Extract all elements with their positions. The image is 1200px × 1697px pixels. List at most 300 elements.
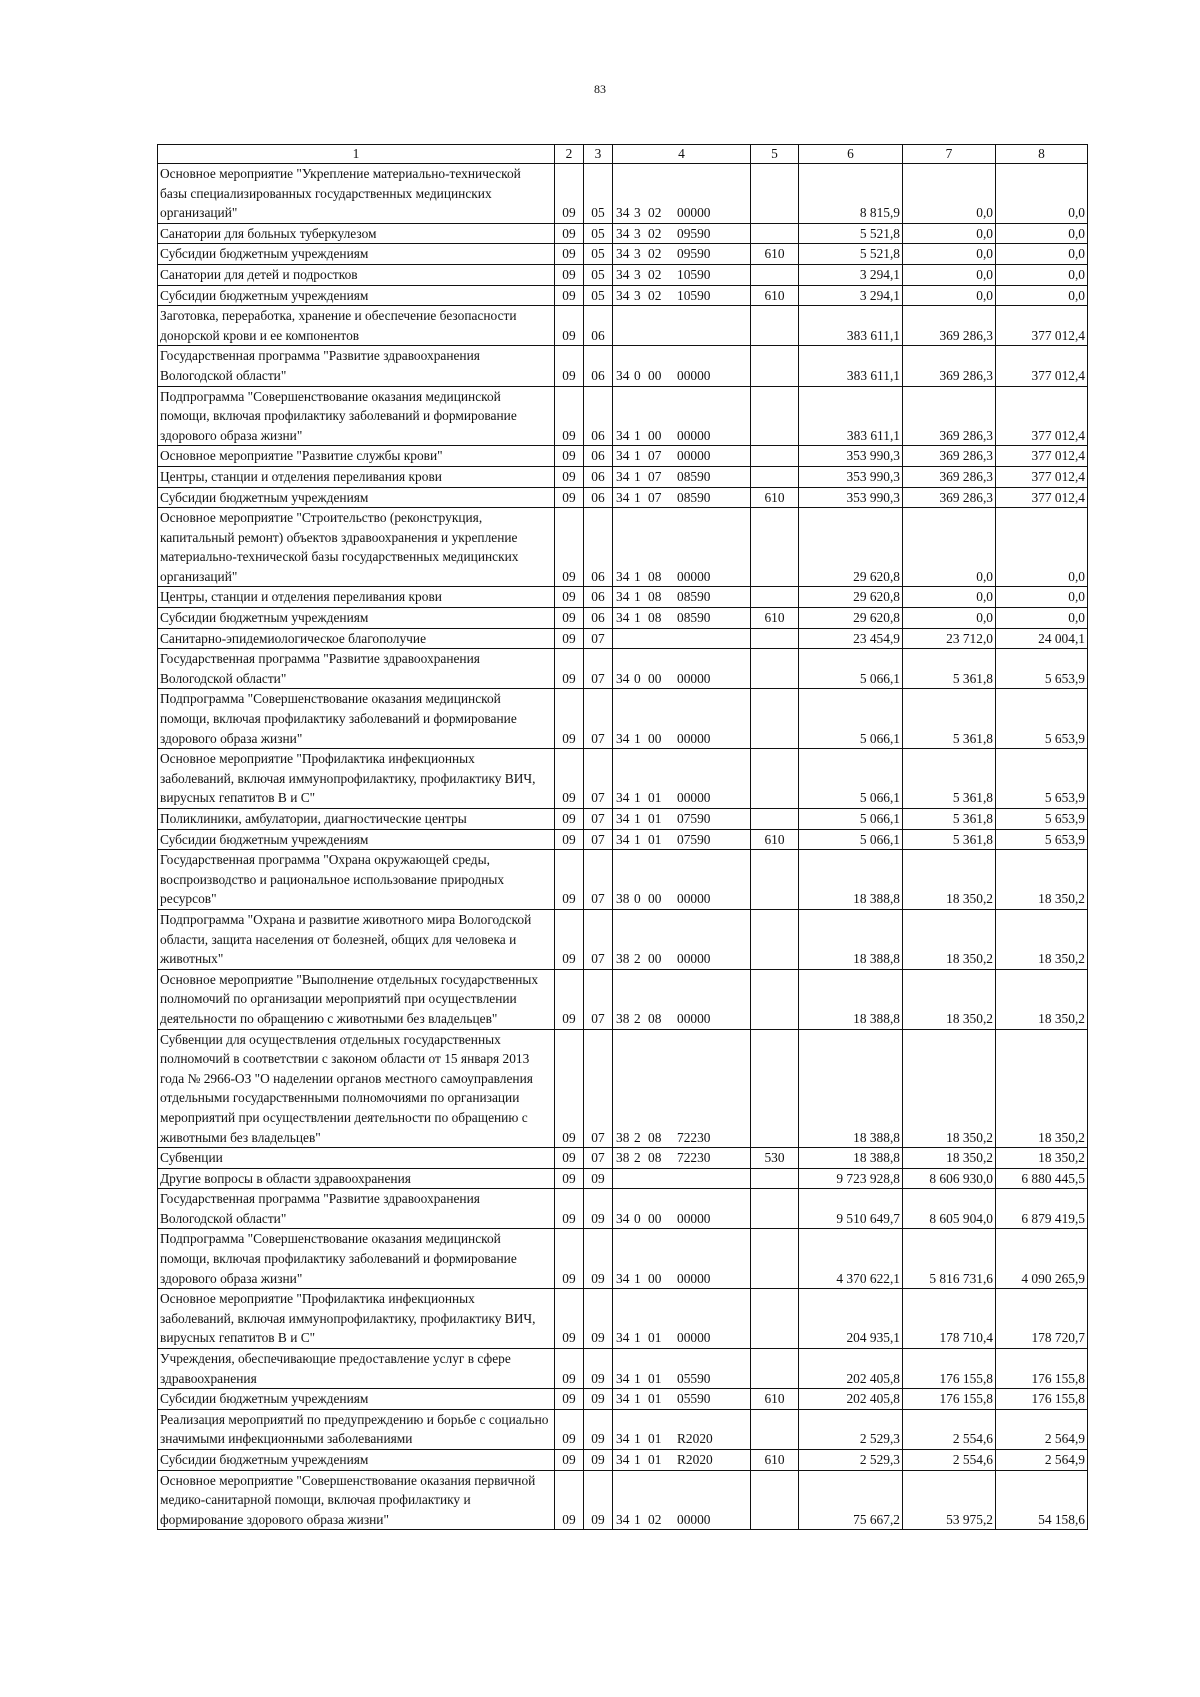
row-amount-col6-cell: 29 620,8 xyxy=(799,587,903,608)
target-article-code xyxy=(613,809,750,829)
table-row xyxy=(158,346,1088,386)
row-amount-col8-cell: 377 012,4 xyxy=(996,346,1088,386)
row-amount-col6-cell: 29 620,8 xyxy=(799,508,903,587)
row-amount-col6-cell: 9 723 928,8 xyxy=(799,1168,903,1189)
table-row xyxy=(158,587,1088,608)
target-article-part-k2: 2 xyxy=(634,951,641,967)
row-section-code-cell: 09 xyxy=(555,1289,584,1349)
target-article-part-k1: 34 xyxy=(616,589,630,605)
row-target-article-cell xyxy=(613,164,751,224)
table-row xyxy=(158,223,1088,244)
row-section-code-cell: 09 xyxy=(555,386,584,446)
row-amount-col7-cell: 0,0 xyxy=(903,244,996,265)
target-article-part-k2: 1 xyxy=(634,811,641,826)
row-amount-col6-cell: 2 529,3 xyxy=(799,1450,903,1471)
target-article-part-k3: 02 xyxy=(648,1511,662,1527)
row-target-article-cell xyxy=(613,1168,751,1189)
target-article-code xyxy=(613,949,750,969)
target-article-part-k4: 10590 xyxy=(677,266,711,282)
row-amount-col6-cell: 383 611,1 xyxy=(799,306,903,346)
target-article-part-k1: 34 xyxy=(616,1330,630,1346)
target-article-part-k2: 1 xyxy=(634,1391,641,1407)
target-article-part-k4: 07590 xyxy=(677,831,711,847)
target-article-part-k2: 1 xyxy=(634,1270,641,1286)
target-article-code xyxy=(613,567,750,587)
row-section-code-cell: 09 xyxy=(555,306,584,346)
row-subsection-code-cell: 06 xyxy=(584,508,613,587)
row-target-article-cell xyxy=(613,508,751,587)
target-article-part-k4: 08590 xyxy=(677,468,711,484)
row-target-article-cell xyxy=(613,285,751,306)
row-amount-col6-cell: 75 667,2 xyxy=(799,1470,903,1530)
table-row xyxy=(158,264,1088,285)
row-name-cell: Государственная программа "Развитие здравоохранения Вологодской области" xyxy=(158,649,555,689)
target-article-part-k4: 00000 xyxy=(677,427,711,443)
row-amount-col8-cell: 6 879 419,5 xyxy=(996,1189,1088,1229)
row-name-cell: Заготовка, переработка, хранение и обеспечение безопасности донорской крови и ее компонентов xyxy=(158,306,555,346)
row-subsection-code-cell: 06 xyxy=(584,487,613,508)
target-article-part-k2: 1 xyxy=(634,427,641,443)
row-target-article-cell xyxy=(613,1189,751,1229)
row-expense-type-cell xyxy=(751,466,799,487)
row-section-code-cell: 09 xyxy=(555,1349,584,1389)
row-section-code-cell: 09 xyxy=(555,850,584,910)
row-name-cell: Основное мероприятие "Выполнение отдельных государственных полномочий по организации мероприятий при осуществлении деятельности по обращению с животными без владельцев" xyxy=(158,969,555,1029)
row-section-code-cell: 09 xyxy=(555,285,584,306)
row-amount-col8-cell: 377 012,4 xyxy=(996,386,1088,446)
row-target-article-cell xyxy=(613,587,751,608)
target-article-part-k1: 34 xyxy=(616,1370,630,1386)
target-article-part-k1: 34 xyxy=(616,670,630,686)
target-article-part-k4: 00000 xyxy=(677,367,711,383)
row-name-cell: Субсидии бюджетным учреждениям xyxy=(158,1450,555,1471)
row-amount-col7-cell: 5 361,8 xyxy=(903,809,996,830)
row-name-cell: Субсидии бюджетным учреждениям xyxy=(158,244,555,265)
row-target-article-cell xyxy=(613,1389,751,1410)
target-article-part-k3: 08 xyxy=(648,1129,662,1145)
target-article-part-k1: 34 xyxy=(616,1391,630,1407)
row-amount-col6-cell: 8 815,9 xyxy=(799,164,903,224)
row-expense-type-cell: 610 xyxy=(751,244,799,265)
target-article-part-k1: 34 xyxy=(616,811,630,826)
row-name-cell: Поликлиники, амбулатории, диагностические центры xyxy=(158,809,555,830)
row-subsection-code-cell: 09 xyxy=(584,1349,613,1389)
row-expense-type-cell: 610 xyxy=(751,1450,799,1471)
row-section-code-cell: 09 xyxy=(555,1029,584,1148)
row-section-code-cell: 09 xyxy=(555,1229,584,1289)
target-article-part-k4: R2020 xyxy=(677,1431,713,1447)
row-section-code-cell: 09 xyxy=(555,466,584,487)
row-subsection-code-cell: 05 xyxy=(584,244,613,265)
target-article-part-k2: 1 xyxy=(634,1431,641,1447)
row-amount-col6-cell: 353 990,3 xyxy=(799,466,903,487)
target-article-code xyxy=(613,1009,750,1029)
row-target-article-cell xyxy=(613,689,751,749)
row-subsection-code-cell: 06 xyxy=(584,608,613,629)
target-article-part-k3: 08 xyxy=(648,589,662,605)
row-section-code-cell: 09 xyxy=(555,446,584,467)
target-article-part-k2: 0 xyxy=(634,367,641,383)
row-section-code-cell: 09 xyxy=(555,809,584,830)
target-article-part-k1: 38 xyxy=(616,1150,630,1166)
target-article-part-k4: R2020 xyxy=(677,1452,713,1467)
target-article-part-k1: 38 xyxy=(616,951,630,967)
target-article-part-k1: 38 xyxy=(616,891,630,907)
target-article-part-k4: 00000 xyxy=(677,670,711,686)
target-article-part-k2: 0 xyxy=(634,670,641,686)
target-article-part-k3: 01 xyxy=(648,1370,662,1386)
row-expense-type-cell xyxy=(751,1029,799,1148)
row-amount-col7-cell: 0,0 xyxy=(903,285,996,306)
page-number: 83 xyxy=(594,82,606,96)
row-section-code-cell: 09 xyxy=(555,244,584,265)
row-subsection-code-cell: 07 xyxy=(584,1029,613,1148)
row-target-article-cell xyxy=(613,1029,751,1148)
row-subsection-code-cell: 07 xyxy=(584,749,613,809)
row-subsection-code-cell: 07 xyxy=(584,809,613,830)
row-subsection-code-cell: 07 xyxy=(584,1148,613,1169)
target-article-part-k2: 1 xyxy=(634,1511,641,1527)
row-amount-col8-cell: 18 350,2 xyxy=(996,909,1088,969)
row-target-article-cell xyxy=(613,850,751,910)
row-amount-col8-cell: 0,0 xyxy=(996,264,1088,285)
row-section-code-cell: 09 xyxy=(555,1189,584,1229)
row-expense-type-cell xyxy=(751,1229,799,1289)
target-article-part-k1: 34 xyxy=(616,287,630,303)
row-target-article-cell xyxy=(613,829,751,850)
row-subsection-code-cell: 07 xyxy=(584,850,613,910)
row-expense-type-cell xyxy=(751,689,799,749)
row-amount-col7-cell: 5 361,8 xyxy=(903,829,996,850)
row-amount-col6-cell: 9 510 649,7 xyxy=(799,1189,903,1229)
row-expense-type-cell xyxy=(751,1349,799,1389)
target-article-part-k1: 34 xyxy=(616,266,630,282)
table-row xyxy=(158,1409,1088,1449)
row-name-cell: Реализация мероприятий по предупреждению и борьбе с социально значимыми инфекционными заболеваниями xyxy=(158,1409,555,1449)
row-amount-col7-cell: 8 605 904,0 xyxy=(903,1189,996,1229)
row-subsection-code-cell: 06 xyxy=(584,446,613,467)
row-section-code-cell: 09 xyxy=(555,508,584,587)
row-amount-col7-cell: 18 350,2 xyxy=(903,969,996,1029)
row-target-article-cell xyxy=(613,628,751,649)
budget-table-container xyxy=(157,144,1087,1530)
row-subsection-code-cell: 07 xyxy=(584,969,613,1029)
row-amount-col7-cell: 176 155,8 xyxy=(903,1349,996,1389)
target-article-part-k1: 34 xyxy=(616,1511,630,1527)
target-article-part-k1: 38 xyxy=(616,1129,630,1145)
target-article-part-k1: 34 xyxy=(616,610,630,626)
table-row xyxy=(158,649,1088,689)
row-name-cell: Подпрограмма "Совершенствование оказания медицинской помощи, включая профилактику заболеваний и формирование здорового образа жизни" xyxy=(158,386,555,446)
row-name-cell: Субсидии бюджетным учреждениям xyxy=(158,829,555,850)
target-article-part-k4: 08590 xyxy=(677,589,711,605)
row-name-cell: Центры, станции и отделения переливания крови xyxy=(158,587,555,608)
target-article-part-k3: 02 xyxy=(648,225,662,241)
row-name-cell: Учреждения, обеспечивающие предоставление услуг в сфере здравоохранения xyxy=(158,1349,555,1389)
target-article-code xyxy=(613,1389,750,1409)
row-amount-col7-cell: 5 361,8 xyxy=(903,749,996,809)
table-row xyxy=(158,386,1088,446)
row-target-article-cell xyxy=(613,1349,751,1389)
column-header-8: 8 xyxy=(996,145,1088,164)
row-amount-col7-cell: 0,0 xyxy=(903,508,996,587)
row-amount-col6-cell: 4 370 622,1 xyxy=(799,1229,903,1289)
target-article-part-k3: 02 xyxy=(648,205,662,221)
target-article-part-k4: 00000 xyxy=(677,1270,711,1286)
target-article-part-k2: 1 xyxy=(634,1452,641,1467)
row-target-article-cell xyxy=(613,649,751,689)
row-amount-col8-cell: 5 653,9 xyxy=(996,649,1088,689)
target-article-part-k3: 01 xyxy=(648,1431,662,1447)
row-subsection-code-cell: 07 xyxy=(584,649,613,689)
target-article-code xyxy=(613,1209,750,1229)
row-amount-col6-cell: 18 388,8 xyxy=(799,1029,903,1148)
row-name-cell: Подпрограмма "Совершенствование оказания медицинской помощи, включая профилактику заболеваний и формирование здорового образа жизни" xyxy=(158,1229,555,1289)
column-header-5: 5 xyxy=(751,145,799,164)
target-article-code xyxy=(613,788,750,808)
row-subsection-code-cell: 07 xyxy=(584,829,613,850)
target-article-code xyxy=(613,669,750,689)
row-amount-col6-cell: 5 066,1 xyxy=(799,649,903,689)
row-amount-col7-cell: 0,0 xyxy=(903,223,996,244)
row-expense-type-cell: 610 xyxy=(751,487,799,508)
row-name-cell: Основное мероприятие "Строительство (реконструкция, капитальный ремонт) объектов здравоохранения и укрепление материально-технической базы государственных медицинских организаций" xyxy=(158,508,555,587)
target-article-part-k2: 1 xyxy=(634,589,641,605)
row-name-cell: Субсидии бюджетным учреждениям xyxy=(158,285,555,306)
row-subsection-code-cell: 09 xyxy=(584,1189,613,1229)
row-expense-type-cell xyxy=(751,446,799,467)
target-article-part-k2: 3 xyxy=(634,205,641,221)
target-article-part-k4: 10590 xyxy=(677,287,711,303)
row-amount-col6-cell: 18 388,8 xyxy=(799,1148,903,1169)
table-row xyxy=(158,1389,1088,1410)
row-amount-col6-cell: 5 066,1 xyxy=(799,829,903,850)
row-amount-col8-cell: 377 012,4 xyxy=(996,446,1088,467)
target-article-part-k1: 34 xyxy=(616,568,630,584)
target-article-part-k2: 1 xyxy=(634,790,641,806)
table-row xyxy=(158,164,1088,224)
row-amount-col8-cell: 0,0 xyxy=(996,285,1088,306)
row-amount-col7-cell: 18 350,2 xyxy=(903,909,996,969)
row-target-article-cell xyxy=(613,969,751,1029)
row-subsection-code-cell: 06 xyxy=(584,386,613,446)
row-subsection-code-cell: 09 xyxy=(584,1470,613,1530)
row-amount-col7-cell: 18 350,2 xyxy=(903,1029,996,1148)
target-article-part-k2: 3 xyxy=(634,225,641,241)
target-article-part-k2: 0 xyxy=(634,1210,641,1226)
row-expense-type-cell xyxy=(751,386,799,446)
target-article-code xyxy=(613,1510,750,1530)
row-amount-col7-cell: 5 361,8 xyxy=(903,649,996,689)
row-amount-col6-cell: 204 935,1 xyxy=(799,1289,903,1349)
target-article-code xyxy=(613,889,750,909)
target-article-code xyxy=(613,203,750,223)
table-row xyxy=(158,809,1088,830)
row-target-article-cell xyxy=(613,223,751,244)
table-row xyxy=(158,628,1088,649)
target-article-part-k3: 00 xyxy=(648,367,662,383)
row-amount-col8-cell: 176 155,8 xyxy=(996,1389,1088,1410)
row-expense-type-cell xyxy=(751,164,799,224)
row-section-code-cell: 09 xyxy=(555,608,584,629)
table-row xyxy=(158,608,1088,629)
row-amount-col7-cell: 178 710,4 xyxy=(903,1289,996,1349)
row-name-cell: Основное мероприятие "Развитие службы крови" xyxy=(158,446,555,467)
row-subsection-code-cell: 09 xyxy=(584,1450,613,1471)
target-article-code xyxy=(613,1269,750,1289)
row-target-article-cell xyxy=(613,1229,751,1289)
row-amount-col8-cell: 0,0 xyxy=(996,608,1088,629)
row-amount-col7-cell: 369 286,3 xyxy=(903,386,996,446)
row-amount-col8-cell: 5 653,9 xyxy=(996,689,1088,749)
row-subsection-code-cell: 09 xyxy=(584,1289,613,1349)
target-article-part-k4: 00000 xyxy=(677,1010,711,1026)
target-article-part-k1: 34 xyxy=(616,468,630,484)
row-expense-type-cell: 610 xyxy=(751,829,799,850)
target-article-part-k3: 00 xyxy=(648,1270,662,1286)
target-article-part-k2: 1 xyxy=(634,831,641,847)
row-name-cell: Центры, станции и отделения переливания крови xyxy=(158,466,555,487)
target-article-part-k3: 01 xyxy=(648,1391,662,1407)
target-article-part-k4: 05590 xyxy=(677,1391,711,1407)
target-article-part-k2: 3 xyxy=(634,246,641,262)
target-article-part-k1: 34 xyxy=(616,489,630,505)
column-header-3: 3 xyxy=(584,145,613,164)
target-article-code xyxy=(613,1429,750,1449)
row-expense-type-cell xyxy=(751,223,799,244)
row-section-code-cell: 09 xyxy=(555,223,584,244)
row-amount-col6-cell: 29 620,8 xyxy=(799,608,903,629)
target-article-part-k1: 34 xyxy=(616,1270,630,1286)
row-expense-type-cell xyxy=(751,508,799,587)
target-article-code xyxy=(613,286,750,306)
row-amount-col6-cell: 353 990,3 xyxy=(799,487,903,508)
table-row xyxy=(158,446,1088,467)
row-amount-col8-cell: 377 012,4 xyxy=(996,466,1088,487)
row-target-article-cell xyxy=(613,1409,751,1449)
target-article-part-k1: 34 xyxy=(616,246,630,262)
row-target-article-cell xyxy=(613,386,751,446)
target-article-part-k3: 07 xyxy=(648,489,662,505)
target-article-part-k4: 00000 xyxy=(677,1511,711,1527)
row-amount-col7-cell: 369 286,3 xyxy=(903,466,996,487)
row-name-cell: Основное мероприятие "Совершенствование оказания первичной медико-санитарной помощи, включая профилактику и формирование здорового образа жизни" xyxy=(158,1470,555,1530)
row-section-code-cell: 09 xyxy=(555,487,584,508)
row-amount-col8-cell: 5 653,9 xyxy=(996,809,1088,830)
target-article-part-k2: 3 xyxy=(634,266,641,282)
table-row xyxy=(158,487,1088,508)
target-article-part-k1: 34 xyxy=(616,730,630,746)
row-amount-col7-cell: 369 286,3 xyxy=(903,446,996,467)
row-target-article-cell xyxy=(613,1470,751,1530)
row-amount-col6-cell: 5 066,1 xyxy=(799,749,903,809)
row-target-article-cell xyxy=(613,264,751,285)
row-section-code-cell: 09 xyxy=(555,346,584,386)
row-expense-type-cell xyxy=(751,306,799,346)
table-row xyxy=(158,1289,1088,1349)
row-name-cell: Субсидии бюджетным учреждениям xyxy=(158,608,555,629)
target-article-code xyxy=(613,1369,750,1389)
row-amount-col7-cell: 5 361,8 xyxy=(903,689,996,749)
row-amount-col8-cell: 0,0 xyxy=(996,164,1088,224)
row-section-code-cell: 09 xyxy=(555,1409,584,1449)
row-expense-type-cell xyxy=(751,1409,799,1449)
row-amount-col7-cell: 18 350,2 xyxy=(903,1148,996,1169)
row-expense-type-cell: 530 xyxy=(751,1148,799,1169)
table-row xyxy=(158,689,1088,749)
row-amount-col8-cell: 18 350,2 xyxy=(996,969,1088,1029)
target-article-part-k1: 34 xyxy=(616,831,630,847)
column-header-7: 7 xyxy=(903,145,996,164)
target-article-part-k3: 02 xyxy=(648,246,662,262)
target-article-part-k3: 00 xyxy=(648,427,662,443)
row-subsection-code-cell: 06 xyxy=(584,466,613,487)
row-target-article-cell xyxy=(613,446,751,467)
row-subsection-code-cell: 06 xyxy=(584,587,613,608)
table-row xyxy=(158,1229,1088,1289)
row-amount-col6-cell: 3 294,1 xyxy=(799,264,903,285)
row-amount-col8-cell: 24 004,1 xyxy=(996,628,1088,649)
row-expense-type-cell: 610 xyxy=(751,608,799,629)
target-article-part-k3: 00 xyxy=(648,951,662,967)
row-expense-type-cell xyxy=(751,909,799,969)
row-name-cell: Субвенции xyxy=(158,1148,555,1169)
target-article-part-k1: 34 xyxy=(616,427,630,443)
target-article-part-k4: 00000 xyxy=(677,1330,711,1346)
row-amount-col8-cell: 0,0 xyxy=(996,587,1088,608)
target-article-part-k4: 00000 xyxy=(677,891,711,907)
row-expense-type-cell: 610 xyxy=(751,285,799,306)
row-name-cell: Государственная программа "Развитие здравоохранения Вологодской области" xyxy=(158,346,555,386)
row-amount-col8-cell: 18 350,2 xyxy=(996,850,1088,910)
target-article-part-k1: 34 xyxy=(616,205,630,221)
row-expense-type-cell xyxy=(751,850,799,910)
target-article-part-k1: 34 xyxy=(616,1452,630,1467)
row-amount-col8-cell: 18 350,2 xyxy=(996,1029,1088,1148)
target-article-part-k2: 2 xyxy=(634,1129,641,1145)
row-expense-type-cell xyxy=(751,969,799,1029)
row-expense-type-cell xyxy=(751,1289,799,1349)
table-header-row xyxy=(158,145,1088,164)
target-article-part-k4: 00000 xyxy=(677,448,711,464)
target-article-code xyxy=(613,446,750,466)
table-row xyxy=(158,1189,1088,1229)
row-subsection-code-cell: 06 xyxy=(584,306,613,346)
row-amount-col6-cell: 202 405,8 xyxy=(799,1389,903,1410)
row-amount-col6-cell: 2 529,3 xyxy=(799,1409,903,1449)
row-name-cell: Субсидии бюджетным учреждениям xyxy=(158,487,555,508)
row-amount-col6-cell: 5 521,8 xyxy=(799,244,903,265)
row-amount-col7-cell: 8 606 930,0 xyxy=(903,1168,996,1189)
table-row xyxy=(158,1148,1088,1169)
row-amount-col8-cell: 2 564,9 xyxy=(996,1409,1088,1449)
row-amount-col6-cell: 5 066,1 xyxy=(799,809,903,830)
table-row xyxy=(158,1168,1088,1189)
row-name-cell: Основное мероприятие "Укрепление материально-технической базы специализированных государственных медицинских организаций" xyxy=(158,164,555,224)
row-amount-col8-cell: 5 653,9 xyxy=(996,749,1088,809)
row-expense-type-cell xyxy=(751,264,799,285)
target-article-part-k4: 00000 xyxy=(677,730,711,746)
row-section-code-cell: 09 xyxy=(555,689,584,749)
row-amount-col8-cell: 0,0 xyxy=(996,223,1088,244)
target-article-part-k3: 01 xyxy=(648,1452,662,1467)
target-article-code xyxy=(613,244,750,264)
row-amount-col7-cell: 369 286,3 xyxy=(903,487,996,508)
row-name-cell: Санитарно-эпидемиологическое благополучие xyxy=(158,628,555,649)
row-amount-col8-cell: 176 155,8 xyxy=(996,1349,1088,1389)
row-name-cell: Другие вопросы в области здравоохранения xyxy=(158,1168,555,1189)
row-section-code-cell: 09 xyxy=(555,969,584,1029)
